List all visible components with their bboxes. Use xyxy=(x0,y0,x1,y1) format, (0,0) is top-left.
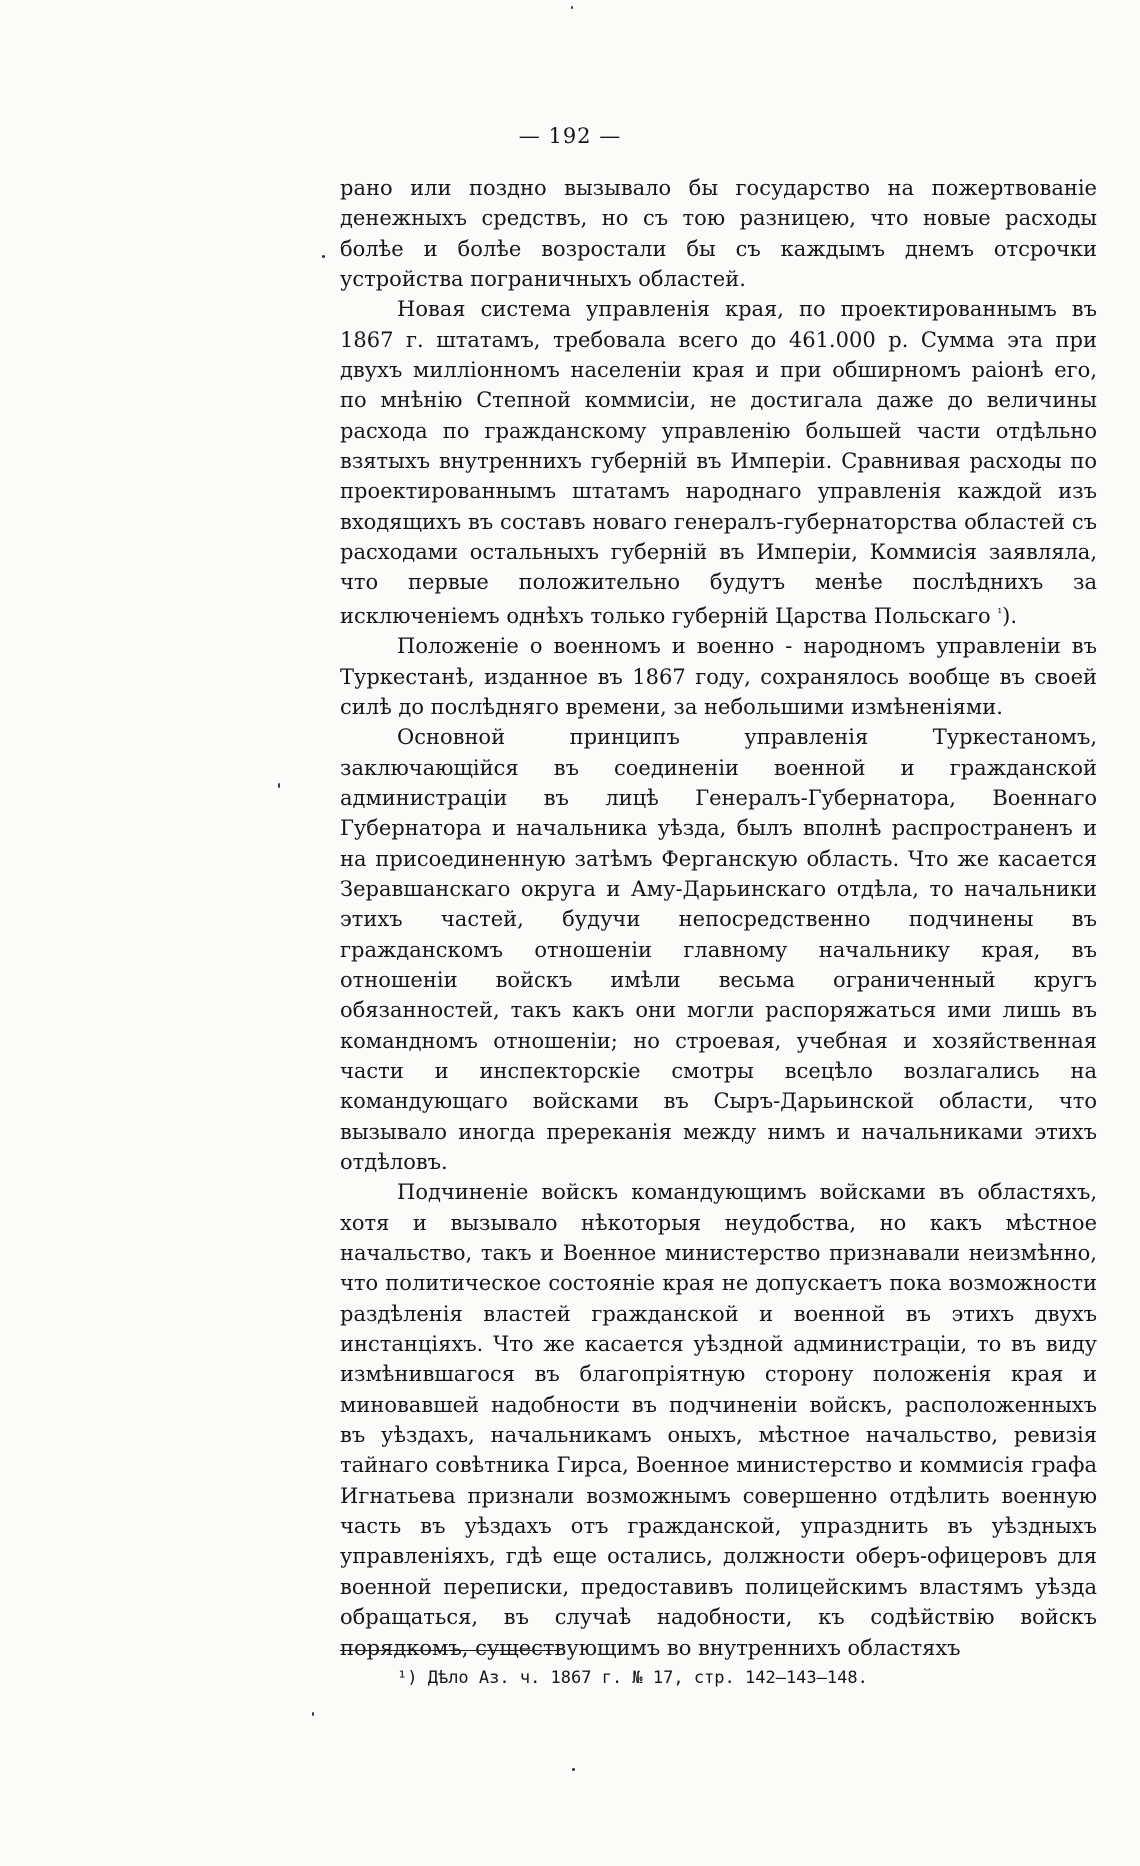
scan-speck xyxy=(571,6,573,9)
footnote-reference-close: ). xyxy=(1002,603,1018,628)
paragraph-5: Подчиненіе войскъ командующимъ войсками въ областяхъ, хотя и вызывало нѣкоторыя неудобства, но какъ мѣстное начальство, такъ и Военное министерство признавали неизмѣнно, что политическое состояніе края не допускаетъ пока возможности раздѣленія властей гражданской и военной въ этихъ двухъ инстанціяхъ. Что же касается уѣздной администраціи, то въ виду измѣнившагося въ благопріятную сторону положенія края и миновавшей надобности въ подчиненіи войскъ, расположенныхъ въ уѣздахъ, начальникамъ оныхъ, мѣстное начальство, ревизія тайнаго совѣтника Гирса, Военное министерство и коммисія графа Игнатьева признали возможнымъ совершенно отдѣлить военную часть въ уѣздахъ отъ гражданской, упразднить въ уѣздныхъ управленіяхъ, гдѣ еще остались, должности оберъ-офицеровъ для военной переписки, предоставивъ полицейскимъ властямъ уѣзда обращаться, въ случаѣ надобности, къ содѣйствію войскъ порядкомъ, существующимъ во внутреннихъ областяхъ xyxy=(340,1180,1097,1660)
scan-speck xyxy=(312,1712,314,1716)
paragraph-2-text: Новая система управленія края, по проектированнымъ въ 1867 г. штатамъ, требовала всего до 461.000 р. Сумма эта при двухъ милліонномъ населеніи края и при обширномъ раіонѣ его, по мнѣнію Степной коммисіи, не достигала даже до величины расхода по гражданскому управленію большей части отдѣльно взятыхъ внутреннихъ губерній въ Имперіи. Сравнивая расходы по проектированнымъ штатамъ народнаго управленія каждой изъ входящихъ въ составъ новаго генералъ-губернаторства областей съ расходами остальныхъ губерній въ Имперіи, Коммисія заявляла, что первые положительно будутъ менѣе послѣднихъ за исключеніемъ однѣхъ только губерній Царства Польскаго xyxy=(340,297,1097,628)
scan-speck xyxy=(572,1768,575,1771)
paragraph-1: рано или поздно вызывало бы государство на пожертвованіе денежныхъ средствъ, но съ тою разницею, что новые расходы болѣе и болѣе возростали бы съ каждымъ днемъ отсрочки устройства пограничныхъ областей. xyxy=(340,176,1097,292)
footnote-divider xyxy=(340,1650,560,1651)
paragraph-4: Основной принципъ управленія Туркестаномъ, заключающійся въ соединеніи военной и гражданской администраціи въ лицѣ Генералъ-Губернатора, Военнаго Губернатора и начальника уѣзда, былъ вполнѣ распространенъ и на присоединенную затѣмъ Ферганскую область. Что же касается Зеравшанскаго округа и Аму-Дарьинскаго отдѣла, то начальники этихъ частей, будучи непосредственно подчинены въ гражданскомъ отношеніи главному начальнику края, въ отношеніи войскъ имѣли весьма ограниченный кругъ обязанностей, такъ какъ они могли распоряжаться ими лишь въ командномъ отношеніи; но строевая, учебная и хозяйственная части и инспекторскіе смотры всецѣло возлагались на командующаго войсками въ Сыръ-Дарьинской области, что вызывало иногда пререканія между нимъ и начальниками этихъ отдѣловъ. xyxy=(340,725,1097,1174)
paragraph-3: Положеніе о военномъ и военно - народномъ управленіи въ Туркестанѣ, изданное въ 1867 году, сохранялось вообще въ своей силѣ до послѣдняго времени, за небольшими измѣненіями. xyxy=(340,634,1097,719)
footnote-reference: ¹ xyxy=(997,605,1003,620)
paragraph-2 xyxy=(340,294,1097,631)
footnote xyxy=(397,1667,868,1689)
footnote-mark: ¹) xyxy=(397,1668,418,1688)
footnote-text: Дѣло Аз. ч. 1867 г. № 17, стр. 142—143—148. xyxy=(417,1668,868,1688)
body-text xyxy=(340,173,1097,1663)
page-number: — 192 — xyxy=(518,124,622,148)
scan-speck xyxy=(278,783,280,788)
scan-speck xyxy=(322,255,325,258)
